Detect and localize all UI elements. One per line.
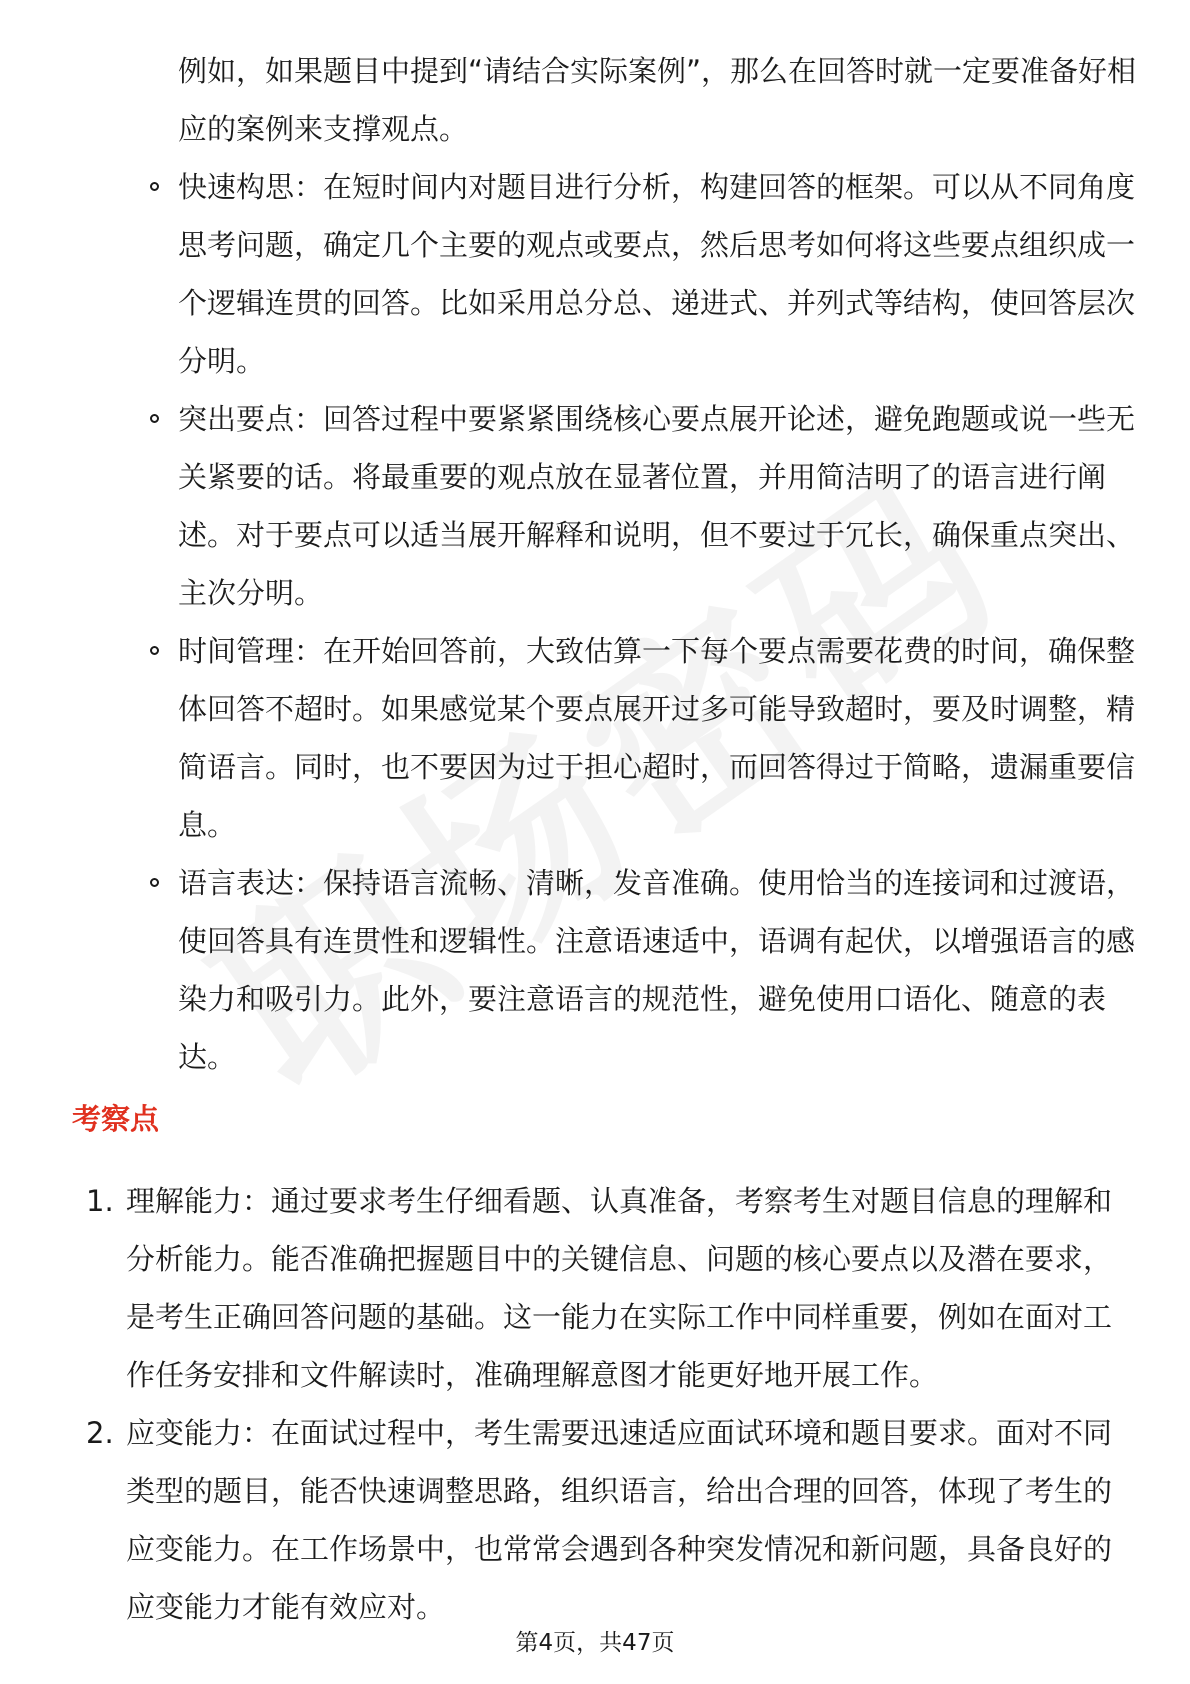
tips-bullet-list [178, 158, 1138, 1086]
list-item-text: 理解能力：通过要求考生仔细看题、认真准备，考察考生对题目信息的理解和分析能力。能否准确把握题目中的关键信息、问题的核心要点以及潜在要求，是考生正确回答问题的基础。这一能力在实际工作中同样重要，例如在面对工作任务安排和文件解读时，准确理解意图才能更好地开展工作。 [126, 1184, 1113, 1392]
continuation-paragraph: 例如，如果题目中提到“请结合实际案例”，那么在回答时就一定要准备好相应的案例来支撑观点。 [178, 54, 1137, 146]
hollow-circle-bullet-icon [150, 878, 159, 887]
list-item [178, 158, 1138, 390]
list-item-text: 突出要点：回答过程中要紧紧围绕核心要点展开论述，避免跑题或说一些无关紧要的话。将最重要的观点放在显著位置，并用简洁明了的语言进行阐述。对于要点可以适当展开解释和说明，但不要过于冗长，确保重点突出、主次分明。 [178, 402, 1136, 610]
list-item [86, 1172, 1138, 1404]
hollow-circle-bullet-icon [150, 646, 159, 655]
list-item-text: 语言表达：保持语言流畅、清晰，发音准确。使用恰当的连接词和过渡语，使回答具有连贯性和逻辑性。注意语速适中，语调有起伏，以增强语言的感染力和吸引力。此外，要注意语言的规范性，避免使用口语化、随意的表达。 [178, 866, 1136, 1074]
list-item-text: 应变能力：在面试过程中，考生需要迅速适应面试环境和题目要求。面对不同类型的题目，能否快速调整思路，组织语言，给出合理的回答，体现了考生的应变能力。在工作场景中，也常常会遇到各种突发情况和新问题，具备良好的应变能力才能有效应对。 [126, 1416, 1113, 1624]
list-number: 1. [86, 1184, 114, 1218]
hollow-circle-bullet-icon [150, 182, 159, 191]
hollow-circle-bullet-icon [150, 414, 159, 423]
page-footer: 第4页，共47页 [515, 1630, 675, 1656]
list-item [178, 622, 1138, 854]
list-item [86, 1404, 1138, 1636]
list-item [178, 854, 1138, 1086]
list-number: 2. [86, 1416, 114, 1450]
list-item-text: 时间管理：在开始回答前，大致估算一下每个要点需要花费的时间，确保整体回答不超时。如果感觉某个要点展开过多可能导致超时，要及时调整，精简语言。同时，也不要因为过于担心超时，而回答得过于简略，遗漏重要信息。 [178, 634, 1136, 842]
list-item-text: 快速构思：在短时间内对题目进行分析，构建回答的框架。可以从不同角度思考问题，确定几个主要的观点或要点，然后思考如何将这些要点组织成一个逻辑连贯的回答。比如采用总分总、递进式、并列式等结构，使回答层次分明。 [178, 170, 1136, 378]
assessment-points-list [86, 1172, 1138, 1636]
section-heading: 考察点 [72, 1102, 160, 1136]
list-item [178, 390, 1138, 622]
